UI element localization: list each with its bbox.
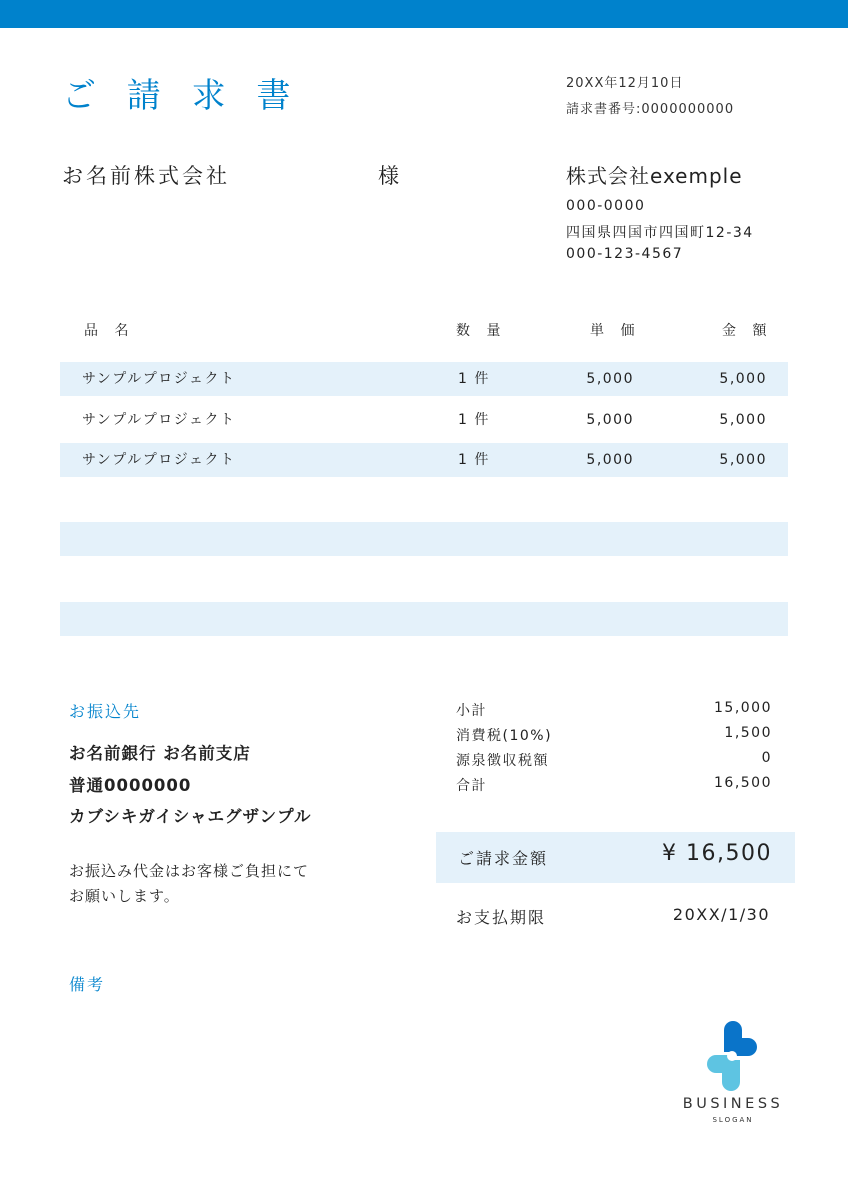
- row-item: サンプルプロジェクト: [82, 412, 236, 428]
- account-holder: カブシキガイシャエグザンプル: [69, 807, 312, 826]
- row-amount: 5,000: [719, 412, 767, 428]
- row-amount: 5,000: [719, 371, 767, 387]
- issuer-company: 株式会社exemple: [566, 164, 743, 188]
- withholding-label: 源泉徴収税額: [456, 753, 549, 769]
- subtotal-label: 小計: [456, 703, 487, 719]
- issuer-address: 四国県四国市四国町12-34: [566, 225, 754, 241]
- invoice-number: 請求書番号:0000000000: [566, 102, 735, 117]
- client-name: お名前株式会社: [62, 164, 230, 188]
- tax-label: 消費税(10%): [456, 728, 553, 744]
- table-row: [60, 362, 788, 396]
- row-item: サンプルプロジェクト: [82, 371, 236, 387]
- total-label: 合計: [456, 778, 487, 794]
- logo-brand-name: BUSINESS: [682, 1096, 784, 1112]
- header-item: 品 名: [84, 323, 135, 339]
- bank-name: お名前銀行 お名前支店: [69, 744, 251, 763]
- table-row-empty: [60, 602, 788, 636]
- subtotal-value: 15,000: [714, 700, 772, 716]
- invoice-date: 20XX年12月10日: [566, 76, 684, 91]
- row-amount: 5,000: [719, 452, 767, 468]
- transfer-note: お振込み代金はお客様ご負担にて: [69, 862, 310, 880]
- table-row: [60, 403, 788, 437]
- row-unit-price: 5,000: [586, 412, 634, 428]
- header-qty: 数 量: [456, 323, 507, 339]
- cross-molecule-logo-icon: [700, 1020, 764, 1092]
- remarks-label: 備考: [69, 975, 106, 994]
- due-date-value: 20XX/1/30: [672, 905, 770, 924]
- client-honorific: 様: [378, 164, 399, 188]
- logo-slogan: SLOGAN: [712, 1116, 754, 1124]
- row-qty: 1 件: [458, 371, 490, 387]
- header-amount: 金 額: [722, 323, 773, 339]
- total-value: 16,500: [714, 775, 772, 791]
- payment-section-label: お振込先: [69, 702, 142, 721]
- row-unit-price: 5,000: [586, 371, 634, 387]
- withholding-value: 0: [761, 750, 772, 766]
- top-accent-bar: [0, 0, 848, 28]
- row-item: サンプルプロジェクト: [82, 452, 236, 468]
- issuer-postal: 000-0000: [566, 198, 646, 214]
- due-date-label: お支払期限: [456, 908, 547, 927]
- billing-amount-value: ¥ 16,500: [662, 841, 772, 866]
- transfer-note: お願いします。: [69, 887, 180, 905]
- row-unit-price: 5,000: [586, 452, 634, 468]
- issuer-phone: 000-123-4567: [566, 246, 684, 262]
- row-qty: 1 件: [458, 452, 490, 468]
- billing-amount-label: ご請求金額: [458, 849, 549, 868]
- tax-value: 1,500: [724, 725, 772, 741]
- table-row: [60, 443, 788, 477]
- table-row-empty: [60, 522, 788, 556]
- header-unit-price: 単 価: [590, 323, 641, 339]
- account-number: 普通0000000: [69, 776, 192, 795]
- row-qty: 1 件: [458, 412, 490, 428]
- page-title: ご 請 求 書: [62, 76, 301, 116]
